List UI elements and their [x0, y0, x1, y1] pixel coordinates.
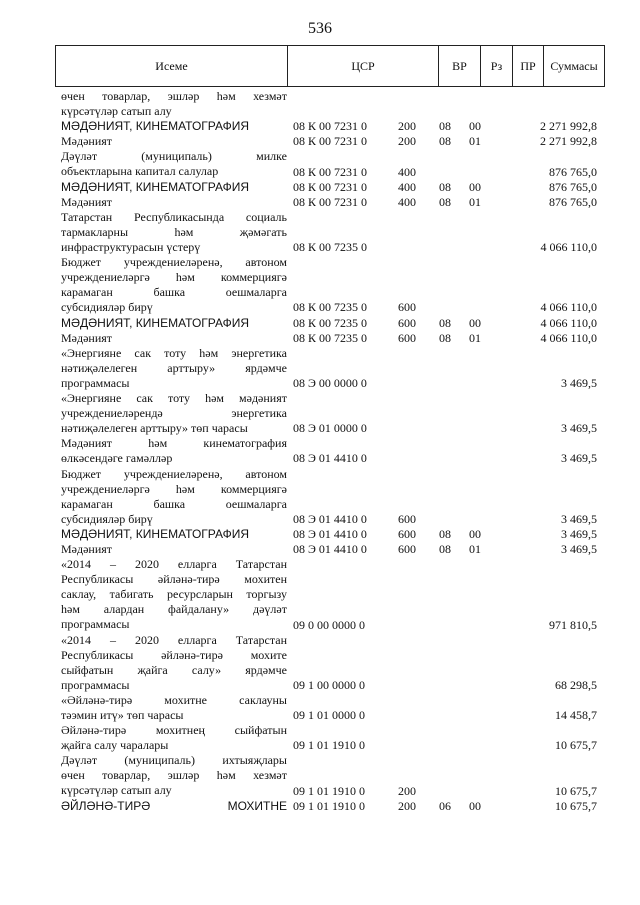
row-pr: 01	[469, 330, 481, 345]
row-name-line: өлкәсендәге гамәлләр	[61, 451, 173, 466]
row-pr: 00	[469, 119, 481, 134]
table-row	[55, 180, 605, 195]
row-name	[61, 89, 287, 119]
row-vr: 600	[398, 526, 416, 541]
table-row	[55, 119, 605, 134]
row-pr: 00	[469, 526, 481, 541]
row-name-line: программасы	[61, 375, 130, 390]
row-vr: 200	[398, 134, 416, 149]
row-vr: 600	[398, 315, 416, 330]
row-name-line: программасы	[61, 617, 130, 632]
row-vr: 200	[398, 798, 416, 813]
row-name-line: карамаган башка оешмаларга	[61, 496, 287, 511]
row-vr: 400	[398, 179, 416, 194]
header-sum: Суммасы	[550, 58, 598, 73]
row-sum: 971 810,5	[549, 617, 597, 632]
row-csr: 08 К 00 7235 0	[293, 315, 368, 330]
row-sum: 3 469,5	[561, 451, 597, 466]
row-csr: 08 К 00 7231 0	[293, 134, 368, 149]
row-name-line: Республикасы әйләнә-тирә мохитен	[61, 572, 287, 587]
row-csr: 09 1 01 1910 0	[293, 783, 365, 798]
row-name-line: субсидияләр бирү	[61, 511, 153, 526]
row-name-line: һәм алардан файдалану» дәүләт	[61, 602, 287, 617]
row-name	[61, 210, 287, 255]
table-row	[55, 149, 605, 179]
table-row	[55, 633, 605, 693]
row-csr: 08 К 00 7231 0	[293, 179, 368, 194]
row-name	[61, 346, 287, 391]
row-rz: 08	[439, 179, 451, 194]
row-name-line: өчен товарлар, эшләр һәм хезмәт	[61, 768, 287, 783]
row-sum: 3 469,5	[561, 542, 597, 557]
row-sum: 4 066 110,0	[540, 240, 597, 255]
row-name	[61, 633, 287, 693]
row-sum: 14 458,7	[555, 708, 597, 723]
row-name	[61, 195, 287, 210]
row-csr: 09 0 00 0000 0	[293, 617, 365, 632]
table-row	[55, 436, 605, 466]
table-row	[55, 346, 605, 391]
row-pr: 00	[469, 315, 481, 330]
row-csr: 08 К 00 7235 0	[293, 300, 368, 315]
row-name-line: «2014 – 2020 елларга Татарстан	[61, 632, 287, 647]
row-sum: 10 675,7	[555, 798, 597, 813]
row-name	[61, 119, 287, 134]
table-row	[55, 557, 605, 633]
row-sum: 3 469,5	[561, 511, 597, 526]
row-rz: 08	[439, 194, 451, 209]
row-vr: 600	[398, 300, 416, 315]
row-name	[61, 799, 287, 814]
row-csr: 08 К 00 7231 0	[293, 119, 368, 134]
row-csr: 08 Э 01 4410 0	[293, 511, 367, 526]
row-name-line: ӘЙЛӘНӘ-ТИРӘ МОХИТНЕ	[61, 798, 287, 813]
row-name	[61, 467, 287, 527]
row-name-line: «2014 – 2020 елларга Татарстан	[61, 557, 287, 572]
row-name-line: МӘДӘНИЯТ, КИНЕМАТОГРАФИЯ	[61, 526, 249, 541]
table-row	[55, 527, 605, 542]
row-csr: 09 1 00 0000 0	[293, 677, 365, 692]
row-name-line: МӘДӘНИЯТ, КИНЕМАТОГРАФИЯ	[61, 315, 249, 330]
row-vr: 400	[398, 164, 416, 179]
row-sum: 2 271 992,8	[540, 119, 597, 134]
table-row	[55, 316, 605, 331]
row-name-line: җайга салу чаралары	[61, 738, 169, 753]
row-name-line: «Энергияне сак тоту һәм мәдәният	[61, 391, 287, 405]
row-csr: 08 К 00 7235 0	[293, 330, 368, 345]
row-sum: 4 066 110,0	[540, 315, 597, 330]
table-row	[55, 210, 605, 255]
row-sum: 876 765,0	[549, 194, 597, 209]
row-name-line: программасы	[61, 677, 130, 692]
row-sum: 876 765,0	[549, 179, 597, 194]
row-sum: 10 675,7	[555, 783, 597, 798]
row-name-line: Мәдәният	[61, 134, 113, 149]
row-name-line: Мәдәният	[61, 330, 113, 345]
row-csr: 08 Э 00 0000 0	[293, 375, 367, 390]
row-sum: 68 298,5	[555, 677, 597, 692]
row-name-line: Мәдәният һәм кинематография	[61, 436, 287, 451]
row-vr: 600	[398, 542, 416, 557]
row-name-line: «Энергияне сак тоту һәм энергетика	[61, 345, 287, 360]
row-name-line: өчен товарлар, эшләр һәм хезмәт	[61, 89, 287, 103]
row-vr: 400	[398, 194, 416, 209]
row-csr: 08 Э 01 4410 0	[293, 526, 367, 541]
row-sum: 3 469,5	[561, 421, 597, 436]
row-name-line: Бюджет учреждениеләренә, автоном	[61, 466, 287, 481]
header-rz: Рз	[481, 46, 513, 86]
table-row	[55, 693, 605, 723]
row-name-line: инфраструктурасын үстерү	[61, 239, 201, 254]
row-rz: 08	[439, 315, 451, 330]
row-name	[61, 542, 287, 557]
row-csr: 09 1 01 1910 0	[293, 738, 365, 753]
row-csr: 08 Э 01 4410 0	[293, 451, 367, 466]
row-csr: 09 1 01 1910 0	[293, 798, 365, 813]
row-pr: 01	[469, 542, 481, 557]
row-csr: 08 К 00 7231 0	[293, 194, 368, 209]
row-name-line: Мәдәният	[61, 194, 113, 209]
row-vr: 600	[398, 511, 416, 526]
row-name-line: Әйләнә-тирә мохитнең сыйфатын	[61, 723, 287, 738]
row-name-line: күрсәтүләр сатып алу	[61, 783, 172, 798]
row-pr: 00	[469, 179, 481, 194]
row-vr: 600	[398, 330, 416, 345]
row-pr: 01	[469, 134, 481, 149]
row-csr: 09 1 01 0000 0	[293, 708, 365, 723]
row-name-line: МӘДӘНИЯТ, КИНЕМАТОГРАФИЯ	[61, 179, 249, 194]
row-sum: 876 765,0	[549, 164, 597, 179]
row-name-line: МӘДӘНИЯТ, КИНЕМАТОГРАФИЯ	[61, 119, 249, 134]
page-number: 536	[308, 20, 332, 37]
row-rz: 06	[439, 798, 451, 813]
header-csr: ЦСР	[288, 46, 439, 86]
row-sum: 2 271 992,8	[540, 134, 597, 149]
row-name-line: Татарстан Республикасында социаль	[61, 209, 287, 224]
row-name-line: карамаган башка оешмаларга	[61, 285, 287, 300]
table-row	[55, 134, 605, 149]
row-rz: 08	[439, 119, 451, 134]
row-rz: 08	[439, 542, 451, 557]
row-name-line: тармакларны һәм җәмәгать	[61, 224, 287, 239]
row-name-line: Мәдәният	[61, 542, 113, 556]
header-vr: ВР	[439, 46, 481, 86]
table-row	[55, 89, 605, 119]
row-csr: 08 К 00 7235 0	[293, 240, 368, 255]
row-name	[61, 753, 287, 798]
table-row	[55, 467, 605, 527]
row-pr: 00	[469, 798, 481, 813]
header-pr: ПР	[513, 46, 544, 86]
row-name-line: «Әйләнә-тирә мохитне саклауны	[61, 693, 287, 707]
row-name-line: Республикасы әйләнә-тирә мохите	[61, 647, 287, 662]
row-name	[61, 693, 287, 723]
row-csr: 08 К 00 7231 0	[293, 164, 368, 179]
row-rz: 08	[439, 526, 451, 541]
table-row	[55, 195, 605, 210]
row-sum: 4 066 110,0	[540, 330, 597, 345]
row-sum: 4 066 110,0	[540, 300, 597, 315]
row-name	[61, 723, 287, 753]
row-name-line: Бюджет учреждениеләренә, автоном	[61, 255, 287, 270]
row-csr: 08 Э 01 4410 0	[293, 542, 367, 557]
table-row	[55, 723, 605, 753]
table-row	[55, 799, 605, 814]
table-row	[55, 391, 605, 436]
table-header	[55, 45, 605, 87]
row-name	[61, 331, 287, 346]
table-row	[55, 542, 605, 557]
row-pr: 01	[469, 194, 481, 209]
row-name-line: субсидияләр бирү	[61, 300, 153, 315]
row-name-line: Дәүләт (муниципаль) милке	[61, 149, 287, 164]
row-vr: 200	[398, 119, 416, 134]
table-row	[55, 331, 605, 346]
row-name-line: объектларына капитал салулар	[61, 164, 219, 179]
row-name	[61, 436, 287, 466]
table-row	[55, 255, 605, 315]
row-rz: 08	[439, 330, 451, 345]
header-name: Исеме	[56, 46, 288, 86]
row-name-line: учреждениеләргә һәм коммерциягә	[61, 481, 287, 496]
row-name-line: күрсәтүләр сатып алу	[61, 104, 172, 118]
row-name-line: учреждениеләргә һәм коммерциягә	[61, 270, 287, 285]
row-name-line: Дәүләт (муниципаль) ихтыяҗлары	[61, 753, 287, 768]
row-name-line: тәэмин итү» төп чарасы	[61, 708, 184, 722]
row-name-line: нәтиҗәлелеген арттыру» төп чарасы	[61, 421, 248, 435]
row-name-line: сыйфатын җайга салу» ярдәмче	[61, 662, 287, 677]
row-name	[61, 149, 287, 179]
row-name	[61, 527, 287, 542]
row-name	[61, 180, 287, 195]
row-name	[61, 316, 287, 331]
row-vr: 200	[398, 783, 416, 798]
row-name-line: нәтиҗәлелеген арттыру» ярдәмче	[61, 360, 287, 375]
row-name	[61, 134, 287, 149]
row-sum: 3 469,5	[561, 375, 597, 390]
row-name	[61, 557, 287, 632]
row-name-line: учреждениеләрендә энергетика	[61, 406, 287, 420]
row-sum: 3 469,5	[561, 526, 597, 541]
row-name-line: саклау, табигать ресурсларын торгызу	[61, 587, 287, 602]
row-rz: 08	[439, 134, 451, 149]
row-name	[61, 391, 287, 436]
row-sum: 10 675,7	[555, 738, 597, 753]
table-row	[55, 753, 605, 798]
row-csr: 08 Э 01 0000 0	[293, 421, 367, 436]
row-name	[61, 255, 287, 315]
